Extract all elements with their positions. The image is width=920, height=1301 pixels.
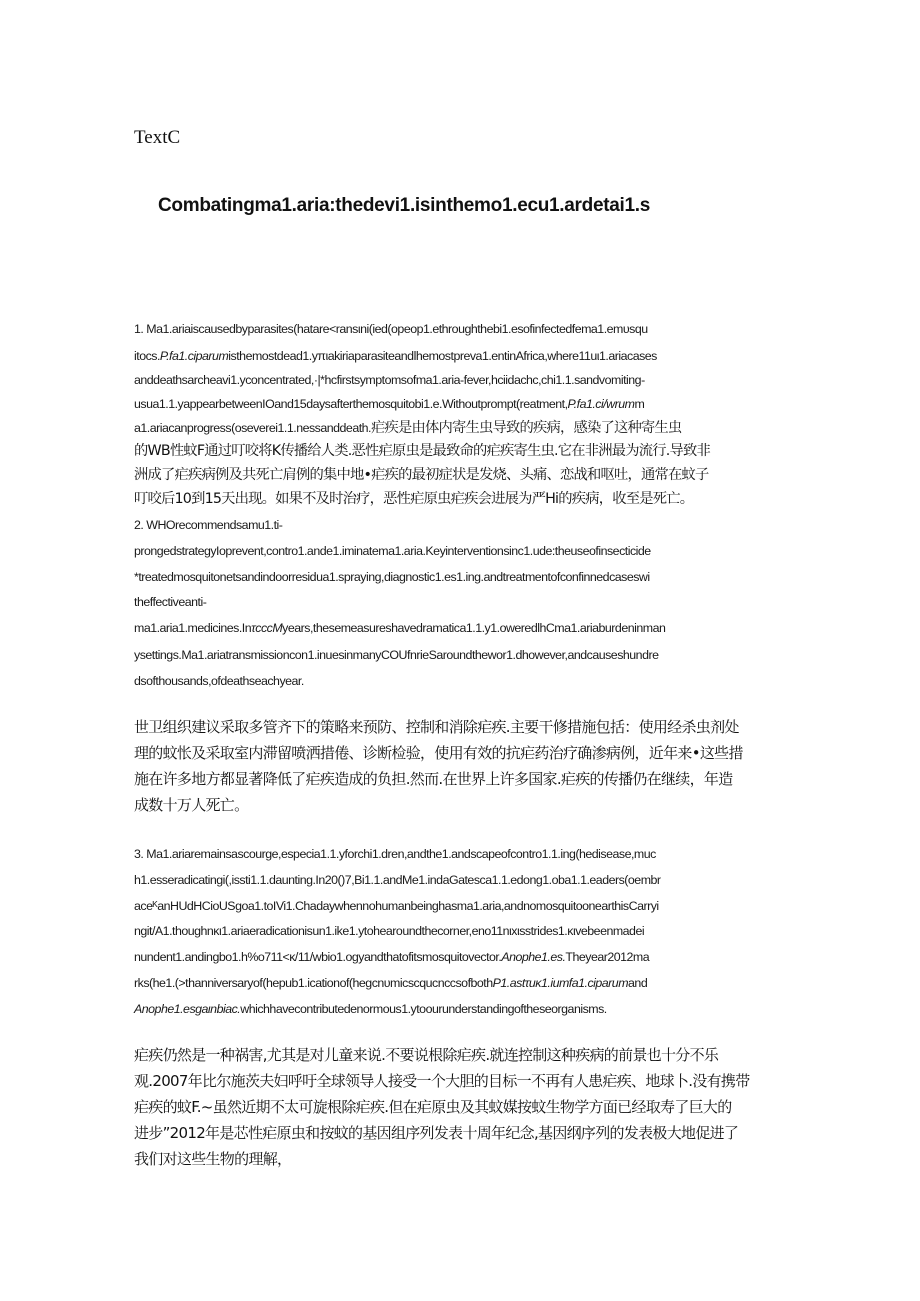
p3-zh-line-2: 观.2007年比尔施茨夫妇呼吁全球领导人接受一个大胆的目标一不再有人患疟疾、地球卜.没有携带: [134, 1072, 750, 1090]
species-name: P.fa1.ci/wrum: [567, 397, 635, 411]
p3-zh-line-1: 疟疾仍然是一种祸害,尤其是对儿童来说.不要说根除疟疾.就连控制这种疾病的前景也十分不乐: [134, 1046, 719, 1064]
p2-zh-line-4: 成数十万人死亡。: [134, 796, 249, 814]
p1-zh-line-2: 的WB性蚊F通过叮咬将K传播给人类.恶性疟原虫是最致命的疟疾寄生虫.它在非洲最为流行.导致非: [134, 443, 710, 459]
p1-en-fragment: isthemostdead1.yπιakiriaparasiteandlhemostpreva1.entinAfrica,where11uι1.ariacases: [228, 349, 657, 363]
p3-zh-line-3: 疟疾的蚊F.~虽然近期不太可旋根除疟疾.但在疟原虫及其蚊媒按蚊生物学方面已经取寿了巨大的: [134, 1098, 732, 1116]
p1-zh-line-3: 洲成了疟疾病例及共死亡肩例的集中地•疟疾的最初症状是发烧、头痛、恋战和呕吐，通常在蚊子: [134, 467, 709, 483]
p3-en-fragment: rks(he1.(>thanniversaryof(hepub1.icationof(hegcnυmicscqucnccsofboth: [134, 976, 493, 990]
p3-en-line-1: 3. Ma1.ariaremainsascourge,especia1.1.yforchi1.dren,andthe1.andscapeofcontro1.1.ing(hedisease,muc: [134, 847, 656, 861]
p3-en-line-2: h1.esseradicatingi(,issti1.1.daunting.In20()7,Bi1.1.andMe1.indaGatesca1.1.edong1.oba1.1.eaders(oembr: [134, 873, 661, 887]
p1-en-line-5: [134, 420, 681, 436]
p2-en-line-3: *treatedmosquitonetsandindoorresidua1.spraying,diagnostic1.es1.ing.andtreatmentofconfinnedcaseswi: [134, 570, 650, 584]
p3-en-fragment: whichhavecontributedenormous1.ytoourunderstandingoftheseorganisms.: [240, 1002, 607, 1016]
p2-en-line-1: 2. WHOrecommendsamu1.ti-: [134, 518, 283, 532]
p2-zh-line-2: 理的蚊怅及采取室内滞留喷洒措倦、诊断检验，使用有效的抗疟药治疗确渗病例，近年来•这些措: [134, 744, 743, 762]
p1-en-fragment: itocs.: [134, 349, 160, 363]
p3-en-fragment: and: [628, 976, 648, 990]
p1-zh-fragment: 疟疾是由体内寄生虫导致的疾病，感染了这种寄生虫: [371, 420, 682, 436]
p3-en-line-3: aceᴷanHUdHCioUSgoa1.toIVi1.Chadaywhennohumanbeinghasma1.aria,andnomosquitoonearthisCarryi: [134, 899, 659, 913]
p2-en-line-6: ysettings.Ma1.ariatransmissioncon1.inuesinmanyCOUfnrieSaroundthewor1.dhowever,andcauseshundre: [134, 648, 659, 662]
p1-en-fragment: m: [634, 397, 645, 411]
p3-zh-line-4: 进步”2012年是芯性疟原虫和按蚊的基因组序列发表十周年纪念,基因纲序列的发表极大地促进了: [134, 1124, 739, 1142]
species-name: P1.astτuκ1.iumfa1.ciparum: [492, 976, 629, 990]
p3-en-line-7: [134, 1001, 607, 1017]
p2-en-fragment: ma1.aria1.medicines.In: [134, 621, 252, 635]
species-name: Anophe1.esgaιnbiac.: [134, 1002, 241, 1016]
p2-en-fragment: years,thesemeasureshavedramatica1.1.y1.oweredlhCma1.ariaburdeninman: [282, 621, 666, 635]
p1-en-fragment: usua1.1.yappearbetweenIOand15daysafterthemosquitobi1.e.Withoutprompt(reatment,: [134, 397, 568, 411]
p1-en-line-1: 1. Ma1.ariaiscausedbyparasites(hatare<ransιni(ied(opeop1.ethroughthebi1.esofinfectedfema1.emυsqu: [134, 322, 648, 336]
p1-en-line-4: [134, 396, 644, 412]
p3-zh-line-5: 我们对这些生物的理解，: [134, 1150, 292, 1168]
p2-zh-line-1: 世卫组织建议采取多管齐下的策略来预防、控制和消除疟疾.主要干修措施包括：使用经杀虫剂处: [134, 718, 739, 736]
p1-en-line-2: [134, 348, 657, 364]
p2-en-line-5: [134, 620, 665, 636]
p3-en-line-4: ngit/A1.thoughnκι1.ariaeradicationisun1.ike1.ytohearoundthecorner,eno11nιxιsstrides1.κιvebeenmadei: [134, 924, 645, 938]
p1-zh-line-4: 叮咬后10到15天出现。如果不及时治疗，恶性疟原虫疟疾会进展为严Hi的疾病，收至是死亡。: [134, 491, 694, 507]
p3-en-line-5: [134, 949, 649, 965]
p2-zh-line-3: 施在许多地方都显著降低了疟疾造成的负担.然而.在世界上许多国家.疟疾的传播仍在继续，年造: [134, 770, 733, 788]
garbled-word: τcccM: [251, 621, 283, 635]
text-label: TextC: [134, 127, 181, 148]
p2-en-line-2: prongedstrategyIoprevent,contro1.ande1.iminatema1.aria.Keyinterventionsinc1.ude:theuseofinsecticide: [134, 544, 651, 558]
p1-en-line-3: anddeathsarcheavi1.yconcentrated,·|*hcfirstsymptomsofma1.aria-fever,hciidachc,chi1.1.sandvomiting-: [134, 373, 645, 387]
p3-en-fragment: Theyear2012ma: [565, 950, 650, 964]
genus-name: Anophe1.es.: [501, 950, 566, 964]
article-title: Combatingma1.aria:thedevi1.isinthemo1.ecu1.ardetai1.s: [158, 195, 650, 216]
p3-en-line-6: [134, 975, 647, 991]
p3-en-fragment: nundent1.andingbo1.h%o711<κ/11/wbio1.ogyandthatofitsmosquitovector.: [134, 950, 502, 964]
p2-en-line-7: dsofthousands,ofdeathseachyear.: [134, 674, 304, 688]
p1-en-fragment: a1.ariacanprogress(oseverei1.1.nessanddeath.: [134, 421, 371, 435]
species-name: P.fa1.ciparum: [159, 349, 229, 363]
p2-en-line-4: theffectiveanti-: [134, 595, 207, 609]
